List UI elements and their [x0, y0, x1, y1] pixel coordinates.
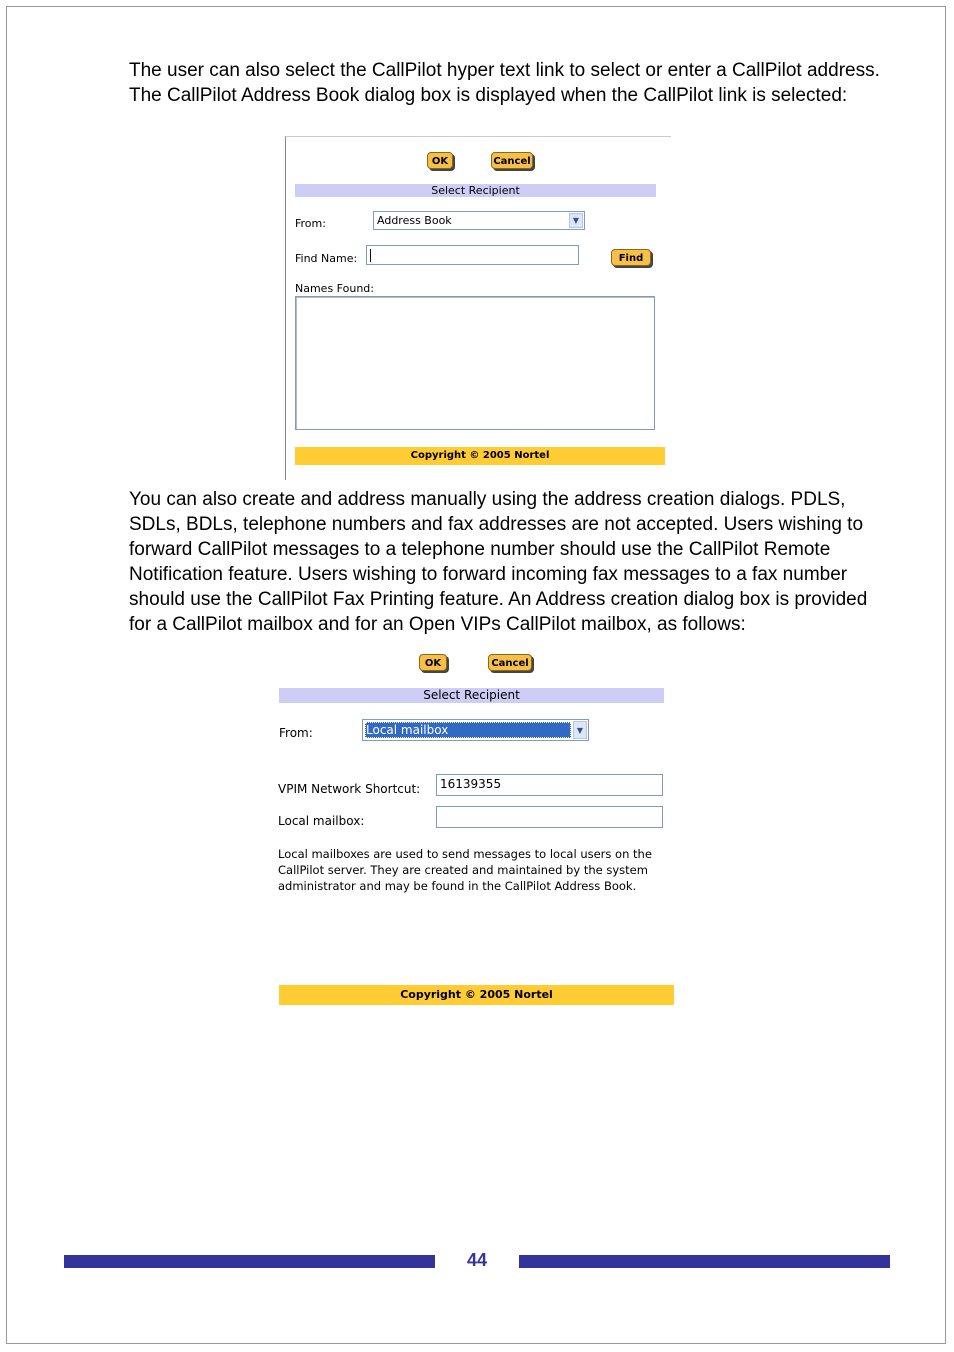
- footer-bar-left: [64, 1255, 435, 1268]
- vpim-shortcut-label: VPIM Network Shortcut:: [278, 782, 421, 796]
- address-book-dialog: [285, 136, 671, 480]
- vpim-shortcut-input[interactable]: 16139355: [436, 774, 663, 796]
- manual-address-paragraph: You can also create and address manually using the address creation dialogs. PDLS, SDLs, BDLs, telephone numbers and fax addresses are not accepted. Users wishing to forward CallPilot messages to a telephone number should use the CallPilot Remote Notification feature. Users wishing to forward incoming fax messages to a fax number should use the CallPilot Fax Printing feature. An Address creation dialog box is provided for a CallPilot mailbox and for an Open VIPs CallPilot mailbox, as follows:: [129, 489, 868, 635]
- chevron-down-icon[interactable]: ▼: [573, 721, 587, 739]
- chevron-down-icon[interactable]: ▼: [569, 213, 583, 228]
- from-select-value: Address Book: [377, 214, 452, 227]
- from-select[interactable]: [373, 211, 585, 230]
- page-number: 44: [466, 1250, 488, 1270]
- from-label: From:: [295, 217, 326, 230]
- copyright-bar: Copyright © 2005 Nortel: [295, 447, 665, 465]
- select-recipient-header: Select Recipient: [279, 688, 664, 703]
- ok-button[interactable]: OK: [419, 654, 447, 671]
- find-button[interactable]: Find: [611, 249, 651, 266]
- local-mailbox-input[interactable]: [436, 806, 663, 828]
- ok-button[interactable]: OK: [427, 152, 453, 169]
- local-mailbox-label: Local mailbox:: [278, 814, 365, 828]
- address-creation-dialog: [270, 648, 680, 1013]
- find-name-label: Find Name:: [295, 252, 358, 265]
- select-recipient-header: Select Recipient: [295, 184, 656, 197]
- cancel-button[interactable]: Cancel: [488, 654, 532, 671]
- intro-paragraph: The user can also select the CallPilot hyper text link to select or enter a CallPilot address. The CallPilot Address Book dialog box is displayed when the CallPilot link is selected:: [129, 60, 880, 106]
- from-select[interactable]: [362, 719, 589, 741]
- copyright-bar: Copyright © 2005 Nortel: [279, 985, 674, 1005]
- names-found-label: Names Found:: [295, 282, 374, 295]
- footer-bar-right: [519, 1255, 890, 1268]
- names-found-list[interactable]: [295, 296, 655, 430]
- cancel-button[interactable]: Cancel: [491, 152, 533, 169]
- text-cursor: [370, 249, 371, 262]
- from-label: From:: [279, 726, 313, 740]
- local-mailbox-help-text: Local mailboxes are used to send messages to local users on the CallPilot server. They are created and maintained by the system administrator and may be found in the CallPilot Address Book.: [278, 847, 652, 893]
- from-select-value: Local mailbox: [366, 723, 449, 737]
- find-name-input[interactable]: [366, 245, 579, 265]
